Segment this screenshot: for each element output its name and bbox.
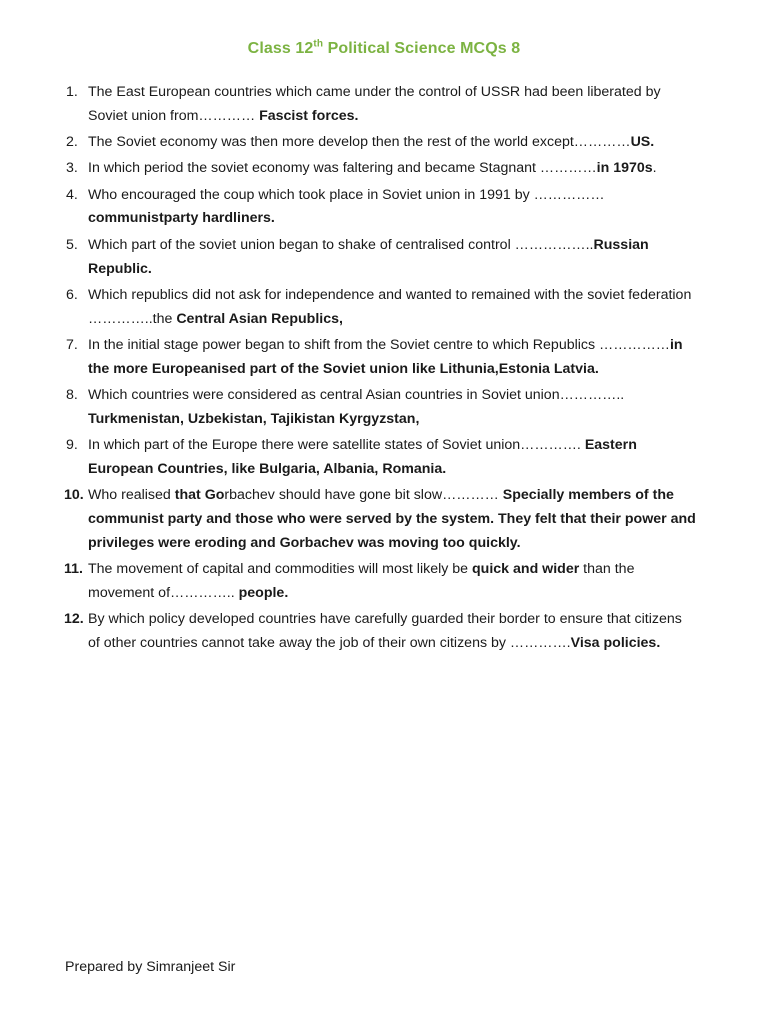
question-text: By which policy developed countries have carefully guarded their border to ensure that citizens of other countries cannot take away the job of their own citizens by ………….: [88, 611, 682, 652]
answer-tail: .: [652, 160, 657, 177]
title-superscript: th: [313, 38, 324, 50]
question-number: 5.: [66, 236, 78, 253]
question-number: 2.: [66, 134, 78, 151]
question-text: In which part of the Europe there were satellite states of Soviet union………….: [88, 437, 585, 454]
title-prefix: Class 12: [247, 40, 314, 57]
question-item: [56, 484, 696, 555]
question-bold-fragment: that Go: [174, 487, 225, 504]
title-suffix: Political Science MCQs 8: [323, 40, 521, 57]
question-item: [56, 334, 696, 382]
answer-text: Central Asian Republics,: [176, 310, 343, 327]
question-item: [56, 608, 696, 656]
question-text-continued: rbachev should have gone bit slow…………: [224, 487, 503, 504]
question-number: 8.: [66, 387, 78, 404]
question-number: 1.: [66, 84, 78, 100]
answer-text: Russian Republic.: [88, 236, 649, 277]
question-number: 11.: [64, 561, 83, 578]
question-number: 7.: [66, 336, 78, 353]
question-text: Who realised: [88, 487, 175, 504]
answer-text: Specially members of the communist party and those who were served by the system. They felt that their power and privileges were eroding and Gorbachev was moving too quickly.: [88, 487, 696, 551]
question-text: Which countries were considered as central Asian countries in Soviet union…………..: [88, 387, 625, 404]
answer-text: Fascist forces.: [255, 107, 359, 124]
answer-text: Eastern European Countries, like Bulgaria, Albania, Romania.: [88, 437, 637, 477]
question-item: [56, 384, 696, 432]
question-item: [56, 234, 696, 282]
question-item: [56, 81, 696, 129]
question-item: [56, 157, 696, 181]
question-number: 9.: [66, 437, 78, 454]
question-item: [56, 434, 696, 482]
question-item: [56, 558, 696, 606]
question-number: 12.: [64, 611, 84, 628]
question-number: 10.: [64, 487, 84, 504]
question-item: [56, 184, 696, 232]
answer-text: in the more Europeanised part of the Soviet union like Lithunia,Estonia Latvia.: [88, 336, 683, 377]
question-item: [56, 131, 696, 155]
mcq-list: [56, 81, 696, 658]
question-item: [56, 284, 696, 332]
question-text: The East European countries which came under the control of USSR had been liberated by Soviet union from…………: [88, 84, 661, 124]
question-number: 4.: [66, 186, 78, 203]
question-text: Which part of the soviet union began to shake of centralised control ……………..: [88, 236, 594, 253]
answer-text: US.: [630, 134, 655, 151]
question-text: The movement of capital and commodities will most likely be: [88, 561, 473, 578]
question-text: In the initial stage power began to shift from the Soviet centre to which Republics ……………: [88, 336, 670, 353]
question-text: The Soviet economy was then more develop then the rest of the world except…………: [88, 134, 631, 151]
answer-text: people.: [238, 584, 289, 601]
answer-text: communistparty hardliners.: [88, 210, 275, 227]
question-text-continued: than the movement of…………..: [88, 561, 635, 601]
answer-text: Turkmenistan, Uzbekistan, Tajikistan Kyrgyzstan,: [88, 410, 420, 427]
question-bold-fragment: quick and wider: [472, 561, 580, 578]
question-number: 3.: [66, 160, 78, 177]
question-text: Which republics did not ask for independence and wanted to remained with the soviet federation …………..the: [88, 286, 692, 327]
question-number: 6.: [66, 286, 78, 303]
question-text: Who encouraged the coup which took place in Soviet union in 1991 by ……………: [88, 186, 605, 203]
answer-text: Visa policies.: [570, 635, 661, 652]
page-title: [0, 40, 768, 58]
answer-text: in 1970s: [596, 160, 653, 177]
footer-credit: Prepared by Simranjeet Sir: [65, 959, 236, 975]
question-text: In which period the soviet economy was faltering and became Stagnant …………: [88, 160, 597, 177]
